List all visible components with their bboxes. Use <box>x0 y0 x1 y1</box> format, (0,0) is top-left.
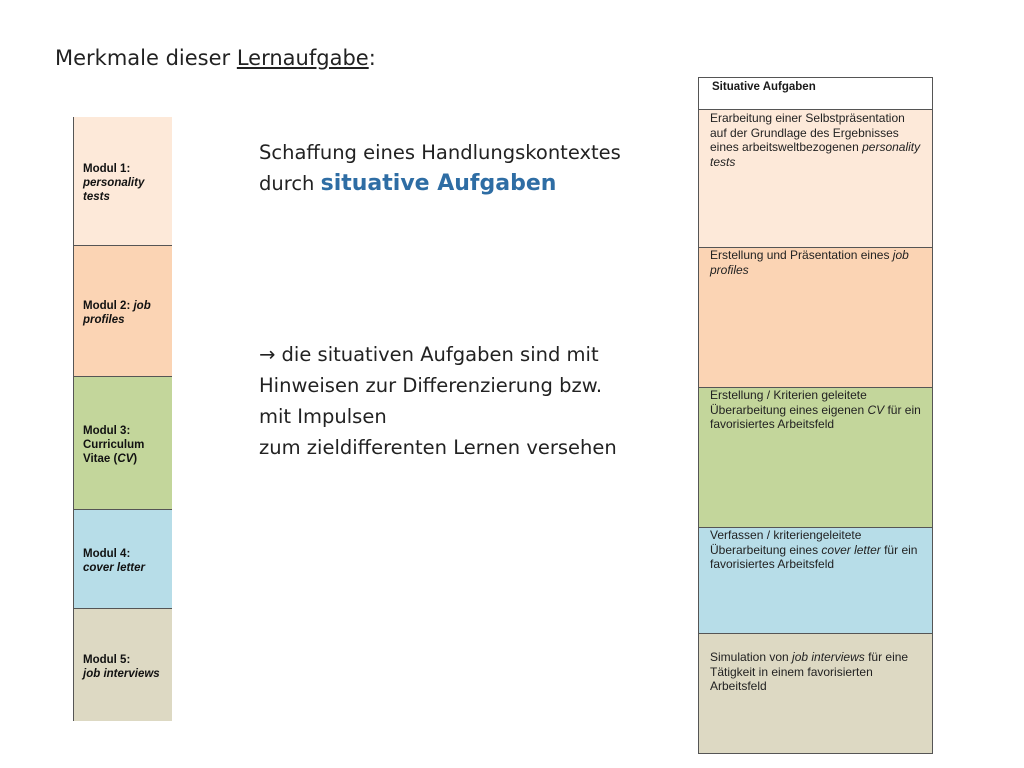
module-4-label: Modul 4: <box>83 548 131 560</box>
task-row-2 <box>699 248 932 388</box>
context-line-2-prefix: durch <box>259 172 321 195</box>
task-row-4-topic: cover letter <box>821 542 881 557</box>
module-5-topic: job interviews <box>83 668 160 680</box>
task-row-4-after: für ein favorisiertes Arbeitsfeld <box>710 542 918 571</box>
differentiation-line-3: mit Impulsen <box>259 405 387 428</box>
module-3-label: Modul 3: Curriculum Vitae ( <box>83 425 145 465</box>
task-row-5 <box>699 634 932 754</box>
task-row-1-text: Erarbeitung einer Selbstpräsentation auf der Grundlage des Ergebnisses eines arbeitsweltbezogenen <box>710 111 905 154</box>
title-underlined: Lernaufgabe <box>236 46 369 70</box>
page-title <box>55 44 376 72</box>
module-column <box>73 117 172 721</box>
differentiation-line-4: zum zieldifferenten Lernen versehen <box>259 436 617 459</box>
module-1-topic: personality tests <box>83 177 145 203</box>
task-row-2-topic: job profiles <box>710 248 909 277</box>
module-1-label: Modul 1: <box>83 163 131 175</box>
task-row-4 <box>699 528 932 634</box>
task-row-5-text: Simulation von <box>710 650 793 664</box>
task-row-1-topic: personality tests <box>710 140 921 169</box>
task-row-5-topic: job interviews <box>792 650 865 664</box>
module-3-topic: CV <box>117 453 134 465</box>
task-row-4-text: Verfassen / kriteriengeleitete Überarbeitung eines <box>710 528 862 557</box>
task-row-3-text: Erstellung / Kriterien geleitete Überarbeitung eines eigenen <box>710 388 868 417</box>
context-line-2 <box>259 168 659 199</box>
tasks-table <box>698 77 933 754</box>
module-2-label: Modul 2: <box>83 300 131 312</box>
task-row-2-text: Erstellung und Präsentation eines <box>710 248 893 262</box>
module-2 <box>74 246 172 377</box>
module-2-topic: job profiles <box>83 300 151 326</box>
module-4-topic: cover letter <box>83 562 146 574</box>
context-line-1: Schaffung eines Handlungskontextes <box>259 141 621 164</box>
module-1 <box>74 117 172 246</box>
module-3-after: ) <box>133 453 138 465</box>
tasks-table-header: Situative Aufgaben <box>699 77 932 110</box>
task-row-3-topic: CV <box>867 402 885 417</box>
differentiation-line-1: → die situativen Aufgaben sind mit <box>259 343 599 366</box>
context-accent: situative Aufgaben <box>320 171 557 196</box>
differentiation-text <box>259 339 659 463</box>
title-prefix: Merkmale dieser <box>55 46 237 70</box>
task-row-3 <box>699 388 932 528</box>
module-3 <box>74 377 172 510</box>
context-text <box>259 137 659 199</box>
module-4 <box>74 510 172 609</box>
differentiation-line-2: Hinweisen zur Differenzierung bzw. <box>259 374 603 397</box>
title-suffix: : <box>368 46 376 70</box>
task-row-3-after: für ein favorisiertes Arbeitsfeld <box>710 402 921 431</box>
task-row-5-after: für eine Tätigkeit in einem favorisierten Arbeitsfeld <box>710 650 909 693</box>
module-5 <box>74 609 172 721</box>
task-row-1 <box>699 110 932 248</box>
module-5-label: Modul 5: <box>83 654 131 666</box>
